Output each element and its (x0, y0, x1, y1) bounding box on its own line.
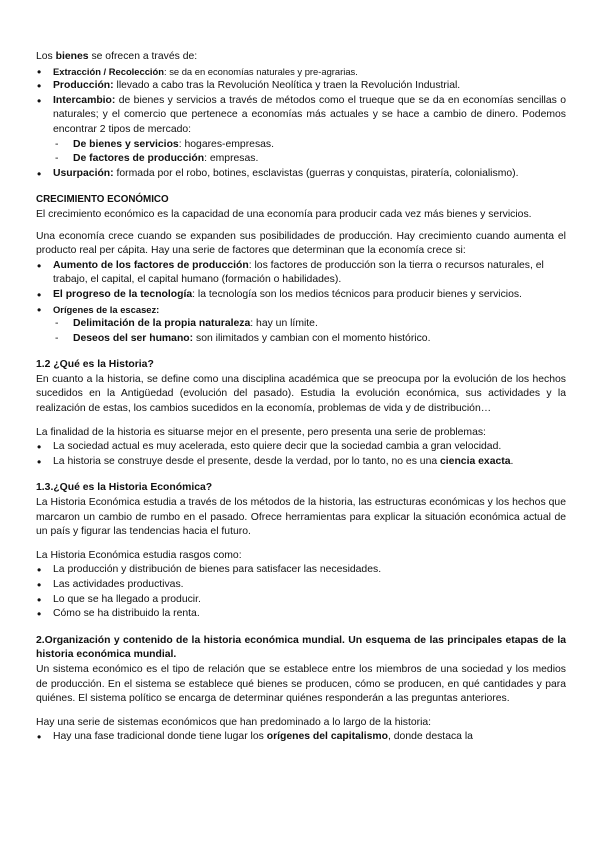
paragraph: La finalidad de la historia es situarse mejor en el presente, pero presenta una serie de problemas: (36, 426, 486, 438)
list-item: • Cómo se ha distribuido la renta. (36, 607, 566, 622)
sistemas-list (36, 730, 566, 745)
list-item: • Las actividades productivas. (36, 578, 566, 593)
bienes-list (36, 65, 566, 138)
section-heading: 1.3.¿Qué es la Historia Económica? (36, 482, 213, 494)
list-item: • Extracción / Recolección: se da en economías naturales y pre-agrarias. (36, 65, 566, 80)
section-heading: 1.2 ¿Qué es la Historia? (36, 359, 154, 371)
list-item: • Intercambio: de bienes y servicios a través de métodos como el trueque que se da en economías sencillas o naturales; y el comercio que pertenece a economías más actuales y se hace a cambio de dinero. Podemos encontrar 2 tipos de mercado: (36, 94, 566, 138)
list-item: • Lo que se ha llegado a producir. (36, 593, 566, 608)
list-item: • El progreso de la tecnología: la tecnología son los medios técnicos para producir bienes y servicios. (36, 288, 566, 303)
list-item: • La historia se construye desde el presente, desde la verdad, por lo tanto, no es una ciencia exacta. (36, 455, 566, 470)
bienes-list-cont (36, 167, 566, 182)
list-item: - Deseos del ser humano: son ilimitados y cambian con el momento histórico. (53, 332, 566, 347)
list-item: • Orígenes de la escasez: (36, 303, 566, 318)
paragraph: El crecimiento económico es la capacidad de una economía para producir cada vez más bienes y servicios. (36, 208, 532, 220)
bienes-intro: Los bienes se ofrecen a través de: (36, 51, 198, 62)
section-heading: 2.Organización y contenido de la historia económica mundial. Un esquema de las principales etapas de la historia económica mundial. (36, 634, 566, 661)
section-heading: CRECIMIENTO ECONÓMICO (36, 194, 169, 206)
paragraph: La Historia Económica estudia rasgos como: (36, 549, 242, 561)
paragraph: Hay una serie de sistemas económicos que han predominado a lo largo de la historia: (36, 716, 432, 728)
paragraph: En cuanto a la historia, se define como una disciplina académica que se preocupa por la evolución de los hechos sucedidos en la Antigüedad (evolución del pasado). Estudia la evolución económica, sus actividades y la realización de estas, los cambios sucedidos en la economía, problemas de vida y de distribución… (36, 373, 566, 415)
list-item: - De factores de producción: empresas. (53, 152, 566, 167)
list-item: • Usurpación: formada por el robo, botines, esclavistas (guerras y conquistas, piratería, colonialismo). (36, 167, 566, 182)
paragraph: La Historia Económica estudia a través de los métodos de la historia, las estructuras económicas y los hechos que marcaron un cambio de rumbo en el pasado. Ofrece herramientas para explicar la situación económica actual de un país y figurar las tendencias hacia el futuro. (36, 497, 566, 538)
mercado-list (53, 138, 566, 167)
paragraph: Un sistema económico es el tipo de relación que se establece entre los miembros de una sociedad y los medios de producción. En el sistema se establece qué bienes se producen, cómo se producen, en qué cantidades y para quiénes. El sistema político se encarga de determinar quiénes responderán a las preguntas anteriores. (36, 663, 566, 705)
list-item: • La sociedad actual es muy acelerada, esto quiere decir que la sociedad cambia a gran velocidad. (36, 440, 566, 455)
rasgos-list (36, 563, 566, 621)
list-item: - De bienes y servicios: hogares-empresas. (53, 138, 566, 153)
paragraph: Una economía crece cuando se expanden sus posibilidades de producción. Hay crecimiento cuando aumenta el producto real per cápita. Hay una serie de factores que determinan que la economía crece si: (36, 230, 566, 257)
list-item: • Aumento de los factores de producción: los factores de producción son la tierra o recursos naturales, el trabajo, el capital, el capital humano (formación o habilidades). (36, 259, 566, 288)
list-item: • La producción y distribución de bienes para satisfacer las necesidades. (36, 563, 566, 578)
escasez-list (53, 317, 566, 346)
list-item: - Delimitación de la propia naturaleza: hay un límite. (53, 317, 566, 332)
factores-list (36, 259, 566, 317)
list-item: • Hay una fase tradicional donde tiene lugar los orígenes del capitalismo, donde destaca la (36, 730, 566, 745)
problemas-list (36, 440, 566, 469)
list-item: • Producción: llevado a cabo tras la Revolución Neolítica y traen la Revolución Industrial. (36, 79, 566, 94)
